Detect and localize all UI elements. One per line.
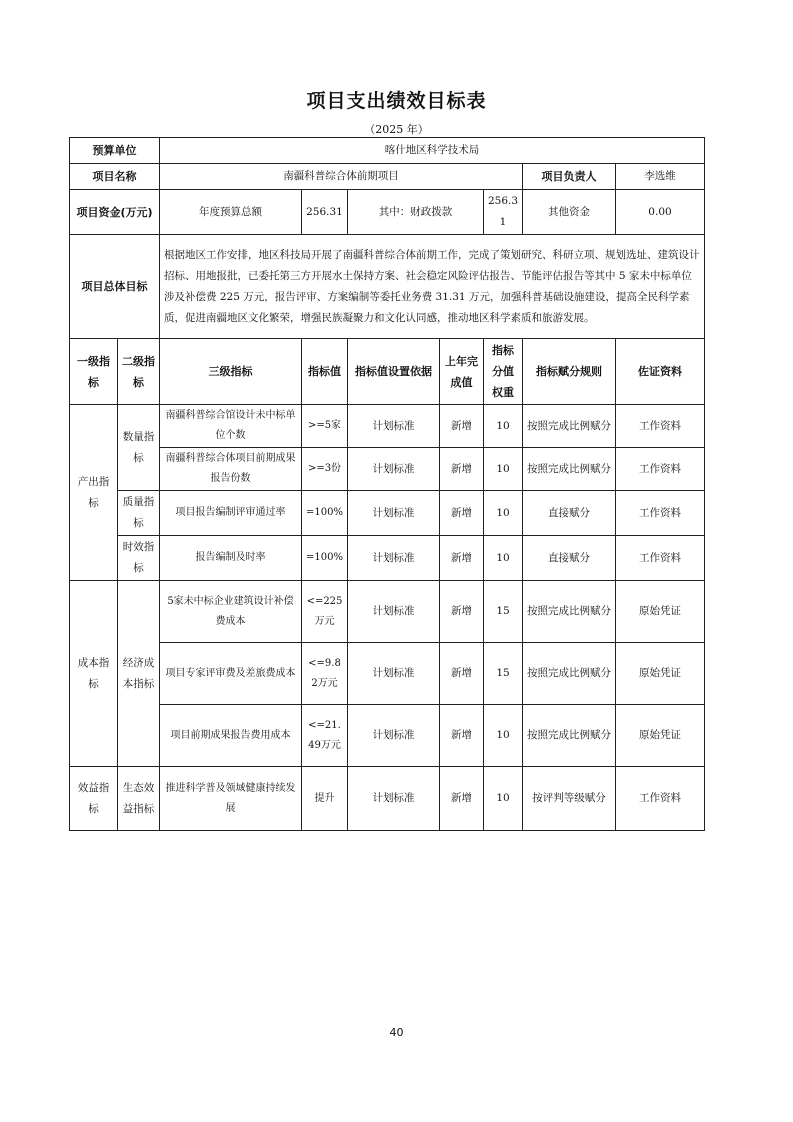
indicator-name: 南疆科普综合馆设计未中标单位个数 <box>160 405 302 448</box>
header-value: 指标值 <box>302 339 348 405</box>
header-weight: 指标分值权重 <box>484 339 523 405</box>
indicator-weight: 10 <box>484 405 523 448</box>
indicator-basis: 计划标准 <box>348 448 440 491</box>
header-last-year: 上年完成值 <box>440 339 484 405</box>
indicator-basis: 计划标准 <box>348 643 440 705</box>
indicator-name: 项目报告编制评审通过率 <box>160 491 302 536</box>
group-cost: 成本指标 <box>70 581 118 767</box>
indicator-name: 南疆科普综合体项目前期成果报告份数 <box>160 448 302 491</box>
header-basis: 指标值设置依据 <box>348 339 440 405</box>
project-name-value: 南疆科普综合体前期项目 <box>160 164 523 190</box>
header-evidence: 佐证资料 <box>616 339 705 405</box>
indicator-evidence: 工作资料 <box>616 536 705 581</box>
header-rule: 指标赋分规则 <box>523 339 616 405</box>
fiscal-funds-value: 256.31 <box>484 190 523 235</box>
indicator-rule: 按照完成比例赋分 <box>523 448 616 491</box>
overall-goal-label: 项目总体目标 <box>70 235 160 339</box>
subgroup-timeliness: 时效指标 <box>118 536 160 581</box>
indicator-last-year: 新增 <box>440 581 484 643</box>
indicator-rule: 按照完成比例赋分 <box>523 643 616 705</box>
indicator-value: <=225万元 <box>302 581 348 643</box>
indicator-basis: 计划标准 <box>348 536 440 581</box>
report-year: （2025 年） <box>364 123 429 136</box>
indicator-value: >=3份 <box>302 448 348 491</box>
other-funds-label: 其他资金 <box>523 190 616 235</box>
indicator-value: <=21.49万元 <box>302 705 348 767</box>
page-number: 40 <box>389 1026 404 1039</box>
subgroup-economic: 经济成本指标 <box>118 581 160 767</box>
indicator-name: 项目前期成果报告费用成本 <box>160 705 302 767</box>
indicator-last-year: 新增 <box>440 491 484 536</box>
group-benefit: 效益指标 <box>70 767 118 831</box>
indicator-last-year: 新增 <box>440 536 484 581</box>
indicator-last-year: 新增 <box>440 405 484 448</box>
indicator-evidence: 原始凭证 <box>616 643 705 705</box>
indicator-name: 报告编制及时率 <box>160 536 302 581</box>
indicator-evidence: 工作资料 <box>616 491 705 536</box>
indicator-value: 提升 <box>302 767 348 831</box>
indicator-evidence: 原始凭证 <box>616 581 705 643</box>
indicator-evidence: 原始凭证 <box>616 705 705 767</box>
indicator-weight: 10 <box>484 705 523 767</box>
indicator-rule: 按照完成比例赋分 <box>523 581 616 643</box>
indicator-rule: 直接赋分 <box>523 536 616 581</box>
annual-budget-label: 年度预算总额 <box>160 190 302 235</box>
indicator-rule: 直接赋分 <box>523 491 616 536</box>
indicator-basis: 计划标准 <box>348 581 440 643</box>
project-leader-label: 项目负责人 <box>523 164 616 190</box>
indicator-weight: 10 <box>484 491 523 536</box>
indicator-basis: 计划标准 <box>348 767 440 831</box>
indicator-rule: 按照完成比例赋分 <box>523 405 616 448</box>
indicator-name: 项目专家评审费及差旅费成本 <box>160 643 302 705</box>
indicator-evidence: 工作资料 <box>616 767 705 831</box>
annual-budget-value: 256.31 <box>302 190 348 235</box>
header-level1: 一级指标 <box>70 339 118 405</box>
indicator-last-year: 新增 <box>440 448 484 491</box>
indicator-rule: 按评判等级赋分 <box>523 767 616 831</box>
subgroup-quantity: 数量指标 <box>118 405 160 491</box>
budget-unit-value: 喀什地区科学技术局 <box>160 138 705 164</box>
indicator-last-year: 新增 <box>440 643 484 705</box>
indicator-name: 5家未中标企业建筑设计补偿费成本 <box>160 581 302 643</box>
header-level2: 二级指标 <box>118 339 160 405</box>
indicator-value: >=5家 <box>302 405 348 448</box>
overall-goal-text: 根据地区工作安排，地区科技局开展了南疆科普综合体前期工作，完成了策划研究、科研立项、规划选址、建筑设计招标、用地报批，已委托第三方开展水土保持方案、社会稳定风险评估报告、节能评估报告等其中 5 家未中标单位涉及补偿费 225 万元，报告评审、方案编制等委托业务费 31.31 万元，加强科普基础设施建设，提高全民科学素质，促进南疆地区文化繁荣，增强民族凝聚力和文化认同感，推动地区科学素质和旅游发展。 <box>160 235 705 339</box>
page-title: 项目支出绩效目标表 <box>306 90 487 112</box>
indicator-value: <=9.82万元 <box>302 643 348 705</box>
indicator-weight: 10 <box>484 767 523 831</box>
other-funds-value: 0.00 <box>616 190 705 235</box>
subgroup-quality: 质量指标 <box>118 491 160 536</box>
indicator-name: 推进科学普及领域健康持续发展 <box>160 767 302 831</box>
indicator-evidence: 工作资料 <box>616 405 705 448</box>
project-name-label: 项目名称 <box>70 164 160 190</box>
indicator-weight: 10 <box>484 536 523 581</box>
indicator-evidence: 工作资料 <box>616 448 705 491</box>
indicator-rule: 按照完成比例赋分 <box>523 705 616 767</box>
project-funds-label: 项目资金(万元) <box>70 190 160 235</box>
indicator-value: =100% <box>302 536 348 581</box>
indicator-value: =100% <box>302 491 348 536</box>
group-output: 产出指标 <box>70 405 118 581</box>
indicator-basis: 计划标准 <box>348 491 440 536</box>
indicator-weight: 10 <box>484 448 523 491</box>
indicator-last-year: 新增 <box>440 767 484 831</box>
indicator-weight: 15 <box>484 643 523 705</box>
indicator-basis: 计划标准 <box>348 705 440 767</box>
indicator-weight: 15 <box>484 581 523 643</box>
budget-unit-label: 预算单位 <box>70 138 160 164</box>
fiscal-funds-label: 其中：财政拨款 <box>348 190 484 235</box>
header-level3: 三级指标 <box>160 339 302 405</box>
indicator-basis: 计划标准 <box>348 405 440 448</box>
performance-table <box>69 137 705 831</box>
subgroup-ecological: 生态效益指标 <box>118 767 160 831</box>
indicator-last-year: 新增 <box>440 705 484 767</box>
project-leader-value: 李选维 <box>616 164 705 190</box>
